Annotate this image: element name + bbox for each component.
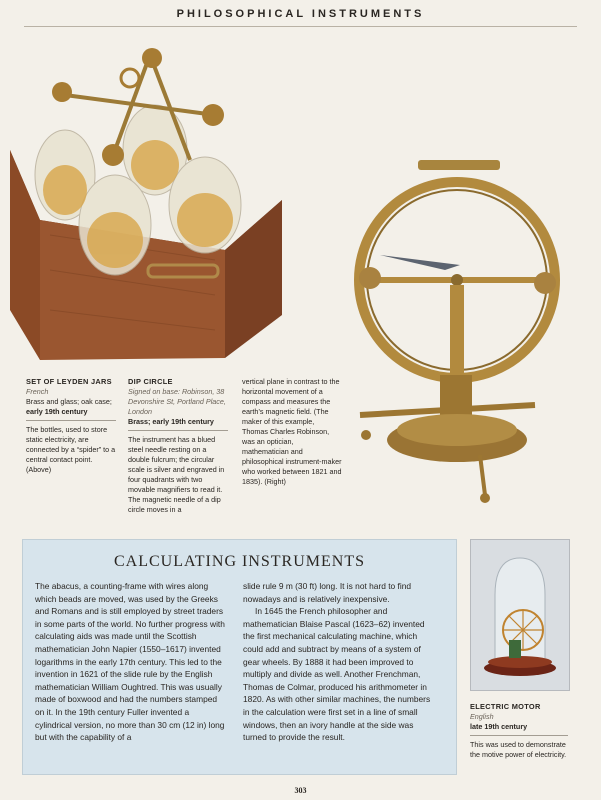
motor-description: This was used to demonstrate the motive power of electricity. — [470, 740, 567, 759]
calculating-paragraph-3: In 1645 the French philosopher and mathematician Blaise Pascal (1623–62) invented the first mechanical calculating machine, which could add and subtract by means of a system of gear wheels. By 1888 it had been improved to multiply and divide as well. Another Frenchman, Thomas de Colmar, produced his arithmometer in 1820. As with other similar machines, the numbers in the calculation were first set in a line of small windows, then an ivory handle at the side was turned to provide the result. — [243, 606, 431, 743]
motor-rule — [470, 735, 568, 736]
running-head: PHILOSOPHICAL INSTRUMENTS — [176, 8, 425, 20]
dip-materials-date: Brass; early 19th century — [128, 417, 214, 426]
header-rule — [24, 26, 577, 27]
dip-caption — [128, 377, 228, 515]
dip-description-2: vertical plane in contrast to the horizontal movement of a compass and measures the earth’s magnetic field. (The maker of this example, Thomas Charles Robinson, was an optician, mathematician and philosophical instrument-maker who worked between 1821 and 1835). (Right) — [242, 377, 342, 486]
calculating-instruments-box — [22, 539, 457, 775]
page-number: 303 — [294, 786, 307, 795]
calculating-column-1 — [35, 580, 225, 744]
leyden-jars-image — [10, 40, 295, 370]
dip-caption-continued — [242, 377, 342, 487]
leyden-caption — [26, 377, 116, 475]
motor-date: late 19th century — [470, 722, 528, 731]
motor-caption — [470, 702, 568, 760]
dip-description-1: The instrument has a blued steel needle resting on a double fulcrum; the circular scale is silver and engraved in four quadrants with two movable magnifiers to read it. The magnetic needle of a dip circle moves in a — [128, 435, 225, 514]
leyden-origin: French — [26, 387, 49, 396]
motor-title: ELECTRIC MOTOR — [470, 702, 541, 711]
leyden-rule — [26, 420, 116, 421]
calculating-column-2 — [243, 580, 433, 744]
calculating-paragraph-1: The abacus, a counting-frame with wires along which beads are moved, was used by the Greeks and Romans and is still employed by street traders in some parts of the world. No further progress with calculating aids was made until the Scottish mathematician John Napier (1550–1617) invented logarithms in the early 17th century. This led to the invention in 1621 of the slide rule by the English mathematician William Oughtred. This was usually made of boxwood and had the numbers stamped on it. In the 19th century Fuller invented a cylindrical version, no more than 30 cm (12 in) long but with the capability of a — [35, 581, 225, 743]
leyden-description: The bottles, used to store static electricity, are connected by a “spider” to a central contact point. (Above) — [26, 425, 116, 474]
dip-rule — [128, 430, 228, 431]
dip-signature: Signed on base: Robinson, 38 Devonshire St, Portland Place, London — [128, 387, 226, 416]
leyden-date: early 19th century — [26, 407, 88, 416]
motor-origin: English — [470, 712, 494, 721]
electric-motor-image — [470, 539, 570, 691]
dip-title: DIP CIRCLE — [128, 377, 173, 386]
leyden-title: SET OF LEYDEN JARS — [26, 377, 112, 386]
page-header — [0, 0, 601, 28]
dip-circle-image — [340, 150, 570, 510]
calculating-title: CALCULATING INSTRUMENTS — [114, 553, 365, 570]
calculating-paragraph-2: slide rule 9 m (30 ft) long. It is not hard to find nowadays and is relatively inexpensive. — [243, 581, 412, 604]
leyden-materials: Brass and glass; oak case; — [26, 397, 112, 406]
